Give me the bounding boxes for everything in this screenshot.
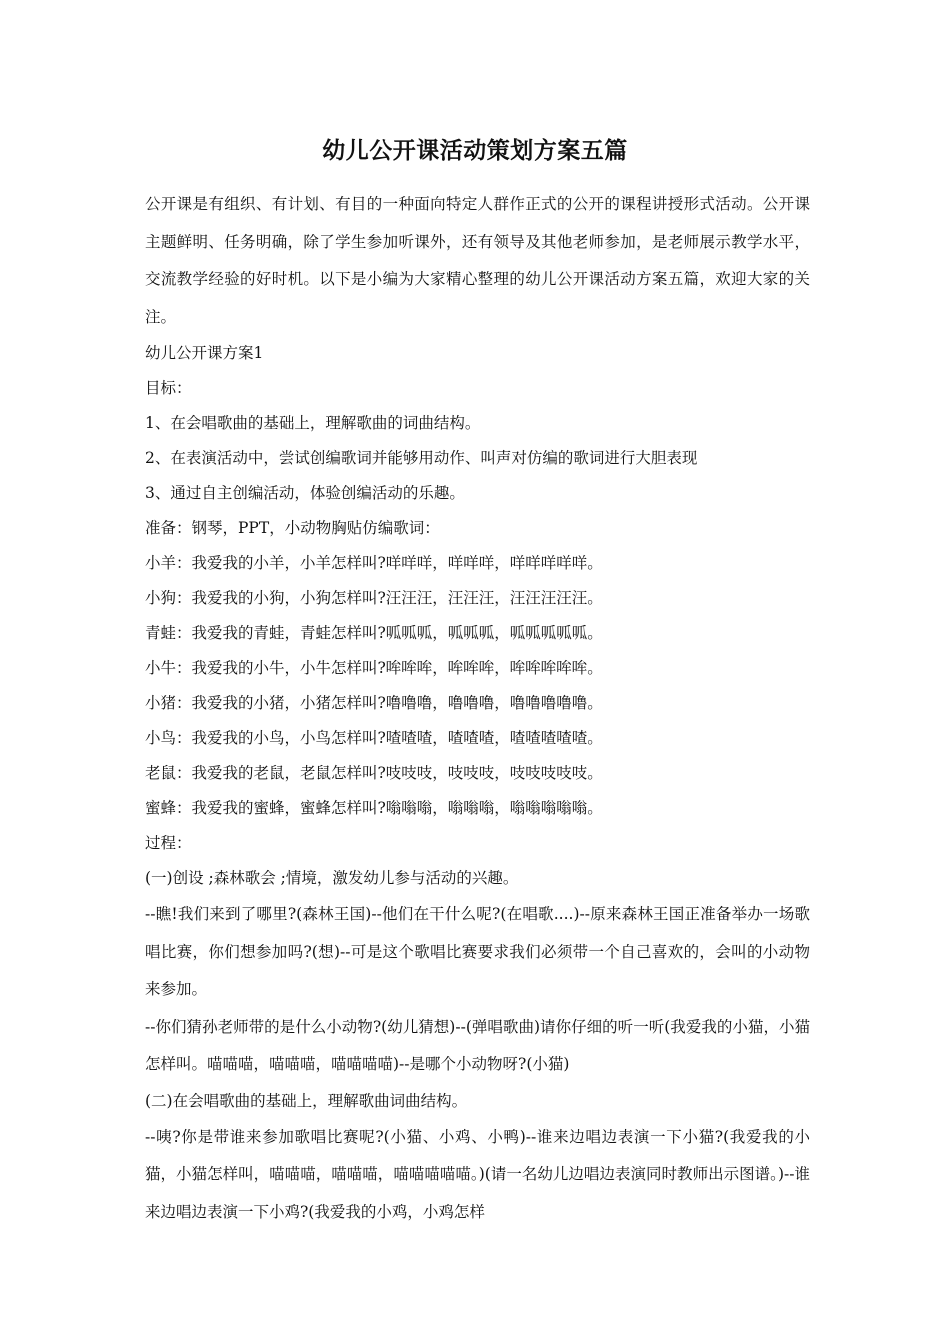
heading-process: 过程：	[145, 834, 192, 852]
dialogue-paragraph-2: --你们猜孙老师带的是什么小动物?(幼儿猜想)--(弹唱歌曲)请你仔细的听一听(我爱我的小猫，小猫怎样叫。喵喵喵，喵喵喵，喵喵喵喵)--是哪个小动物呀?(小猫)	[145, 1017, 810, 1073]
lyric-line-sheep: 小羊：我爱我的小羊，小羊怎样叫?咩咩咩，咩咩咩，咩咩咩咩咩。	[145, 554, 603, 572]
heading-goals: 目标：	[145, 379, 192, 397]
preparation-line: 准备：钢琴，PPT，小动物胸贴仿编歌词：	[145, 519, 440, 537]
heading-plan-1: 幼儿公开课方案1	[145, 344, 264, 362]
lyric-line-bird: 小鸟：我爱我的小鸟，小鸟怎样叫?喳喳喳，喳喳喳，喳喳喳喳喳。	[145, 729, 603, 747]
lyric-line-dog: 小狗：我爱我的小狗，小狗怎样叫?汪汪汪，汪汪汪，汪汪汪汪汪。	[145, 589, 603, 607]
dialogue-paragraph-3: --咦?你是带谁来参加歌唱比赛呢?(小猫、小鸡、小鸭)--谁来边唱边表演一下小猫?(我爱我的小猫，小猫怎样叫，喵喵喵，喵喵喵，喵喵喵喵喵。)(请一名幼儿边唱边表演同时教师出示图谱。)--谁来边唱边表演一下小鸡?(我爱我的小鸡，小鸡怎样	[145, 1127, 810, 1221]
goal-item-2: 2、在表演活动中，尝试创编歌词并能够用动作、叫声对仿编的歌词进行大胆表现	[145, 449, 698, 467]
intro-paragraph: 公开课是有组织、有计划、有目的一种面向特定人群作正式的公开的课程讲授形式活动。公开课主题鲜明、任务明确，除了学生参加听课外，还有领导及其他老师参加，是老师展示教学水平，交流教学经验的好时机。以下是小编为大家精心整理的幼儿公开课活动方案五篇，欢迎大家的关注。	[145, 195, 810, 326]
goal-item-1: 1、在会唱歌曲的基础上，理解歌曲的词曲结构。	[145, 414, 481, 432]
lyric-line-frog: 青蛙：我爱我的青蛙，青蛙怎样叫?呱呱呱，呱呱呱，呱呱呱呱呱。	[145, 624, 603, 642]
lyric-line-mouse: 老鼠：我爱我的老鼠，老鼠怎样叫?吱吱吱，吱吱吱，吱吱吱吱吱。	[145, 764, 603, 782]
document-body	[145, 186, 810, 1231]
lyric-line-cow: 小牛：我爱我的小牛，小牛怎样叫?哞哞哞，哞哞哞，哞哞哞哞哞。	[145, 659, 603, 677]
process-step-1: (一)创设 ;森林歌会 ;情境，激发幼儿参与活动的兴趣。	[145, 869, 519, 887]
goal-item-3: 3、通过自主创编活动，体验创编活动的乐趣。	[145, 484, 465, 502]
document-title: 幼儿公开课活动策划方案五篇	[322, 137, 628, 164]
process-step-2: (二)在会唱歌曲的基础上，理解歌曲词曲结构。	[145, 1091, 468, 1110]
lyric-line-bee: 蜜蜂：我爱我的蜜蜂，蜜蜂怎样叫?嗡嗡嗡，嗡嗡嗡，嗡嗡嗡嗡嗡。	[145, 799, 603, 817]
dialogue-paragraph-1: --瞧!我们来到了哪里?(森林王国)--他们在干什么呢?(在唱歌....)--原来森林王国正准备举办一场歌唱比赛，你们想参加吗?(想)--可是这个歌唱比赛要求我们必须带一个自己喜欢的，会叫的小动物来参加。	[145, 905, 810, 998]
lyric-line-pig: 小猪：我爱我的小猪，小猪怎样叫?噜噜噜，噜噜噜，噜噜噜噜噜。	[145, 694, 603, 712]
